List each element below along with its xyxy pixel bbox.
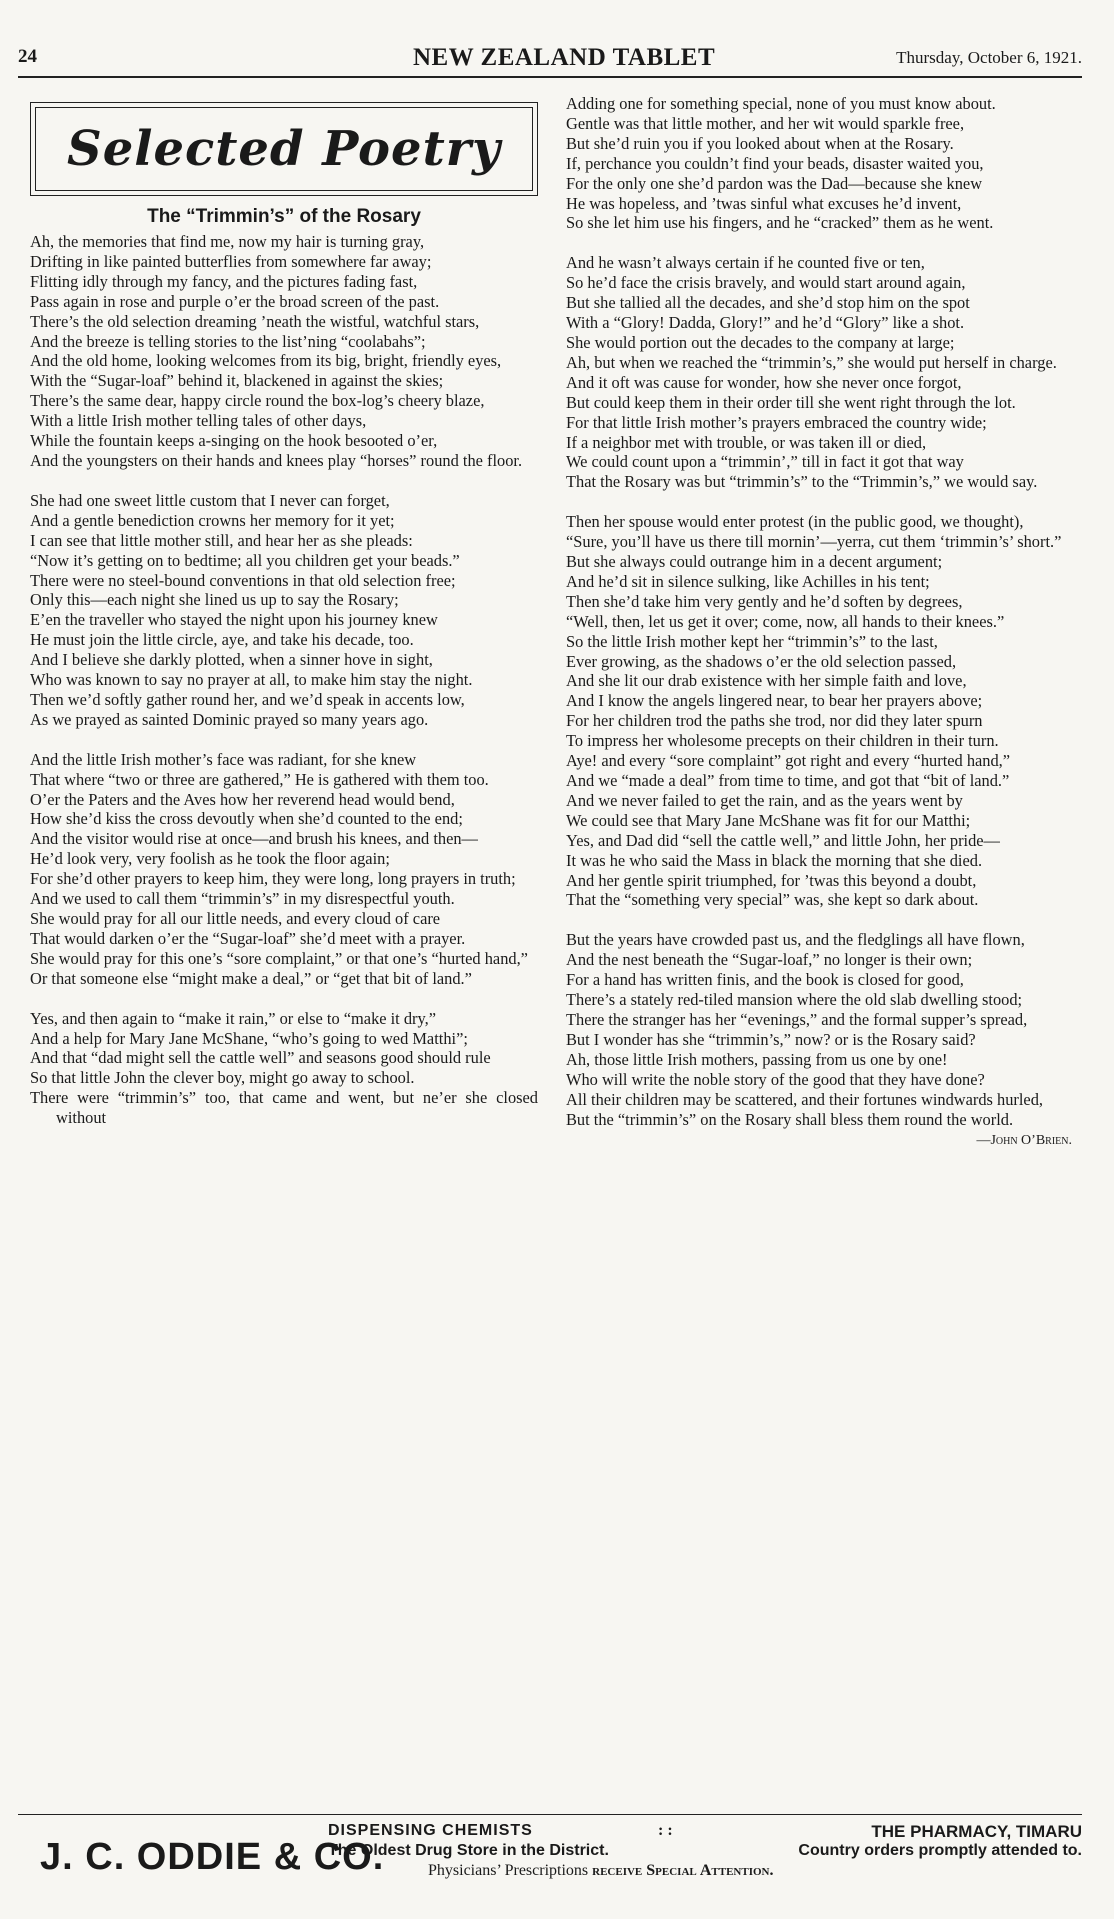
poem-line: E’en the traveller who stayed the night upon his journey knew (30, 610, 438, 630)
poem-line: She would portion out the decades to the company at large; (566, 332, 955, 352)
poem-line: That the “something very special” was, she kept so dark about. (566, 890, 979, 910)
poem-line: He must join the little circle, aye, and take his decade, too. (30, 630, 414, 650)
poem-line: Ever growing, as the shadows o’er the old selection passed, (566, 651, 957, 671)
poem-line: And we “made a deal” from time to time, and got that “bit of land.” (566, 771, 1010, 790)
poem-line: So that little John the clever boy, might go away to school. (30, 1068, 415, 1088)
poem-line: For she’d other prayers to keep him, they were long, long prayers in truth; (30, 869, 516, 889)
poem-line: And she lit our drab existence with her simple faith and love, (566, 671, 967, 691)
page-header (18, 44, 1082, 80)
poem-title: The “Trimmin’s” of the Rosary (147, 206, 421, 227)
right-poem-text (566, 94, 1082, 1129)
poem-line: So she let him use his fingers, and he “cracked” them as he went. (566, 213, 994, 233)
ad-line-dispensing: DISPENSING CHEMISTS (328, 1822, 533, 1839)
poem-line: Who will write the noble story of the good that they have done? (566, 1069, 985, 1089)
poem-line: Adding one for something special, none of you must know about. (566, 94, 996, 113)
poem-line: There were no steel-bound conventions in that old selection free; (30, 570, 456, 590)
poem-line: And a help for Mary Jane McShane, “who’s going to wed Matthi”; (30, 1028, 468, 1048)
poem-line: “Now it’s getting on to bedtime; all you children get your beads.” (30, 550, 460, 570)
poem-line: That would darken o’er the “Sugar-loaf” she’d meet with a prayer. (30, 928, 466, 948)
right-column (566, 94, 1082, 1149)
poem-line: For her children trod the paths she trod, nor did they later spurn (566, 711, 983, 731)
stanza-gap (30, 989, 538, 1009)
poem-line: And we used to call them “trimmin’s” in my disrespectful youth. (30, 889, 455, 909)
ad-country-orders: Country orders promptly attended to. (798, 1842, 1082, 1859)
poem-line: But could keep them in their order till she went right through the lot. (566, 392, 1016, 412)
poem-line: Ah, the memories that find me, now my hair is turning gray, (30, 232, 425, 251)
poem-line: Pass again in rose and purple o’er the broad screen of the past. (30, 291, 440, 311)
poem-line: She would pray for all our little needs, and every cloud of care (30, 909, 441, 928)
poem-line: And the visitor would rise at once—and brush his knees, and then— (30, 829, 478, 849)
poem-line: For a hand has written finis, and the book is closed for good, (566, 970, 964, 990)
poem-line: And I believe she darkly plotted, when a sinner hove in sight, (30, 650, 433, 670)
header-rule (18, 76, 1082, 78)
footer-rule (18, 1814, 1082, 1815)
poem-line: It was he who said the Mass in black the morning that she died. (566, 850, 983, 870)
poem-line: All their children may be scattered, and their fortunes windwards hurled, (566, 1089, 1043, 1109)
advertiser-brand: J. C. ODDIE & CO. (40, 1836, 385, 1878)
poem-line: We could count upon a “trimmin’,” till in fact it got that way (566, 452, 964, 472)
page-number: 24 (18, 46, 37, 67)
poem-line: He was hopeless, and ’twas sinful what excuses he’d invent, (566, 193, 962, 213)
issue-date: Thursday, October 6, 1921. (896, 48, 1082, 67)
poem-line: And he wasn’t always certain if he counted five or ten, (566, 253, 925, 273)
poem-line: But she’d ruin you if you looked about when at the Rosary. (566, 133, 954, 153)
poem-line: And we never failed to get the rain, and as the years went by (566, 790, 963, 810)
poem-line: There were “trimmin’s” too, that came and went, but ne’er she closed without (30, 1088, 538, 1128)
poem-line: And the little Irish mother’s face was radiant, for she knew (30, 749, 417, 769)
poem-line: Flitting idly through my fancy, and the pictures fading fast, (30, 271, 418, 291)
section-banner (30, 102, 538, 196)
poem-line: “Sure, you’ll have us there till mornin’—yerra, cut them ‘trimmin’s’ short.” (566, 532, 1062, 552)
ad-pharmacy-name: THE PHARMACY, TIMARU (871, 1822, 1082, 1841)
ad-line-oldest-store: The Oldest Drug Store in the District. (328, 1842, 609, 1859)
poem-line: Ah, those little Irish mothers, passing from us one by one! (566, 1049, 948, 1069)
poem-line: If, perchance you couldn’t find your beads, disaster waited you, (566, 153, 984, 173)
poem-line: I can see that little mother still, and hear her as she pleads: (30, 530, 413, 550)
ad-line-prescriptions (428, 1862, 773, 1880)
poem-line: That where “two or three are gathered,” He is gathered with them too. (30, 769, 489, 789)
poem-line: And that “dad might sell the cattle well” and seasons good should rule (30, 1048, 491, 1068)
poem-line: And the nest beneath the “Sugar-loaf,” no longer is their own; (566, 950, 973, 970)
poem-line: And the breeze is telling stories to the list’ning “coolabahs”; (30, 331, 426, 351)
poem-line: He’d look very, very foolish as he took the floor again; (30, 849, 390, 869)
poem-line: But she always could outrange him in a decent argument; (566, 552, 943, 572)
poem-line: Who was known to say no prayer at all, to make him stay the night. (30, 670, 473, 690)
poem-line: Then her spouse would enter protest (in the public good, we thought), (566, 512, 1024, 532)
poem-line: But the “trimmin’s” on the Rosary shall bless them round the world. (566, 1109, 1014, 1129)
poem-line: But she tallied all the decades, and she’d stop him on the spot (566, 293, 970, 313)
left-column (30, 94, 538, 1128)
poem-line: With a little Irish mother telling tales of other days, (30, 411, 367, 431)
left-poem-text (30, 232, 538, 1128)
poem-line: We could see that Mary Jane McShane was fit for our Matthi; (566, 810, 971, 830)
poem-line: Drifting in like painted butterflies from somewhere far away; (30, 251, 432, 271)
poem-line: Yes, and then again to “make it rain,” or else to “make it dry,” (30, 1008, 436, 1028)
poem-line: Gentle was that little mother, and her wit would sparkle free, (566, 113, 965, 133)
poem-line: Yes, and Dad did “sell the cattle well,” and little John, her pride— (566, 830, 1000, 850)
poem-line: There’s the same dear, happy circle round the box-log’s cheery blaze, (30, 391, 485, 411)
poem-line: And a gentle benediction crowns her memory for it yet; (30, 510, 395, 530)
poem-line: And her gentle spirit triumphed, for ’twas this beyond a doubt, (566, 870, 977, 890)
stanza-gap (566, 233, 1082, 253)
poem-line: That the Rosary was but “trimmin’s” to the “Trimmin’s,” we would say. (566, 472, 1038, 492)
poem-line: Then she’d take him very gently and he’d soften by degrees, (566, 591, 963, 611)
poem-line: How she’d kiss the cross devoutly when she’d counted to the end; (30, 809, 463, 829)
poem-line: Or that someone else “might make a deal,” or “get that bit of land.” (30, 968, 472, 988)
poem-line: She would pray for this one’s “sore complaint,” or that one’s “hurted hand,” (30, 948, 528, 968)
poem-line: Ah, but when we reached the “trimmin’s,” she would put herself in charge. (566, 352, 1057, 372)
poem-line: So the little Irish mother kept her “trimmin’s” to the last, (566, 631, 938, 651)
poem-line: There’s a stately red-tiled mansion where the old slab dwelling stood; (566, 990, 1023, 1010)
advertisement-footer (30, 1820, 1082, 1900)
ad-prescriptions-c: Special Attention. (646, 1862, 774, 1879)
poem-line: While the fountain keeps a-singing on the hook besooted o’er, (30, 431, 438, 451)
stanza-gap (566, 492, 1082, 512)
poem-line: To impress her wholesome precepts on their children in their turn. (566, 731, 999, 751)
poem-line: Then we’d softly gather round her, and we’d speak in accents low, (30, 689, 465, 709)
poem-author: —John O’Brien. (976, 1133, 1072, 1149)
poem-line: And he’d sit in silence sulking, like Achilles in his tent; (566, 571, 930, 591)
poem-line: And the youngsters on their hands and knees play “horses” round the floor. (30, 450, 523, 470)
stanza-gap (30, 471, 538, 491)
poem-line: And I know the angels lingered near, to bear her prayers above; (566, 691, 983, 711)
poem-line: With the “Sugar-loaf” behind it, blackened in against the skies; (30, 371, 444, 391)
poem-line: But the years have crowded past us, and the fledglings all have flown, (566, 930, 1025, 950)
poem-line: O’er the Paters and the Aves how her reverend head would bend, (30, 789, 455, 809)
poem-line: So he’d face the crisis bravely, and would start around again, (566, 273, 966, 293)
ad-prescriptions-b: receive (592, 1862, 643, 1879)
poem-line: Aye! and every “sore complaint” got right and every “hurted hand,” (566, 751, 1011, 771)
poem-line: Only this—each night she lined us up to say the Rosary; (30, 590, 399, 610)
poem-line: With a “Glory! Dadda, Glory!” and he’d “Glory” like a shot. (566, 313, 965, 333)
ad-prescriptions-a: Physicians’ Prescriptions (428, 1862, 589, 1879)
section-banner-title: Selected Poetry (67, 121, 501, 177)
stanza-gap (566, 910, 1082, 930)
poem-line: “Well, then, let us get it over; come, now, all hands to their knees.” (566, 611, 1005, 631)
stanza-gap (30, 730, 538, 750)
poem-line: And it oft was cause for wonder, how she never once forgot, (566, 372, 962, 392)
poem-line: For the only one she’d pardon was the Dad—because she knew (566, 173, 983, 193)
ad-separator: : : (658, 1822, 673, 1839)
poem-line: For that little Irish mother’s prayers embraced the country wide; (566, 412, 987, 432)
poem-line: She had one sweet little custom that I never can forget, (30, 490, 390, 510)
poem-line: And the old home, looking welcomes from its big, bright, friendly eyes, (30, 351, 502, 371)
poem-line: As we prayed as sainted Dominic prayed so many years ago. (30, 709, 429, 729)
poem-line: But I wonder has she “trimmin’s,” now? or is the Rosary said? (566, 1029, 976, 1049)
poem-line: If a neighbor met with trouble, or was taken ill or died, (566, 432, 927, 452)
poem-line: There’s the old selection dreaming ’neath the wistful, watchful stars, (30, 311, 480, 331)
poem-line: There the stranger has her “evenings,” and the formal supper’s spread, (566, 1009, 1028, 1029)
masthead: NEW ZEALAND TABLET (413, 44, 716, 71)
